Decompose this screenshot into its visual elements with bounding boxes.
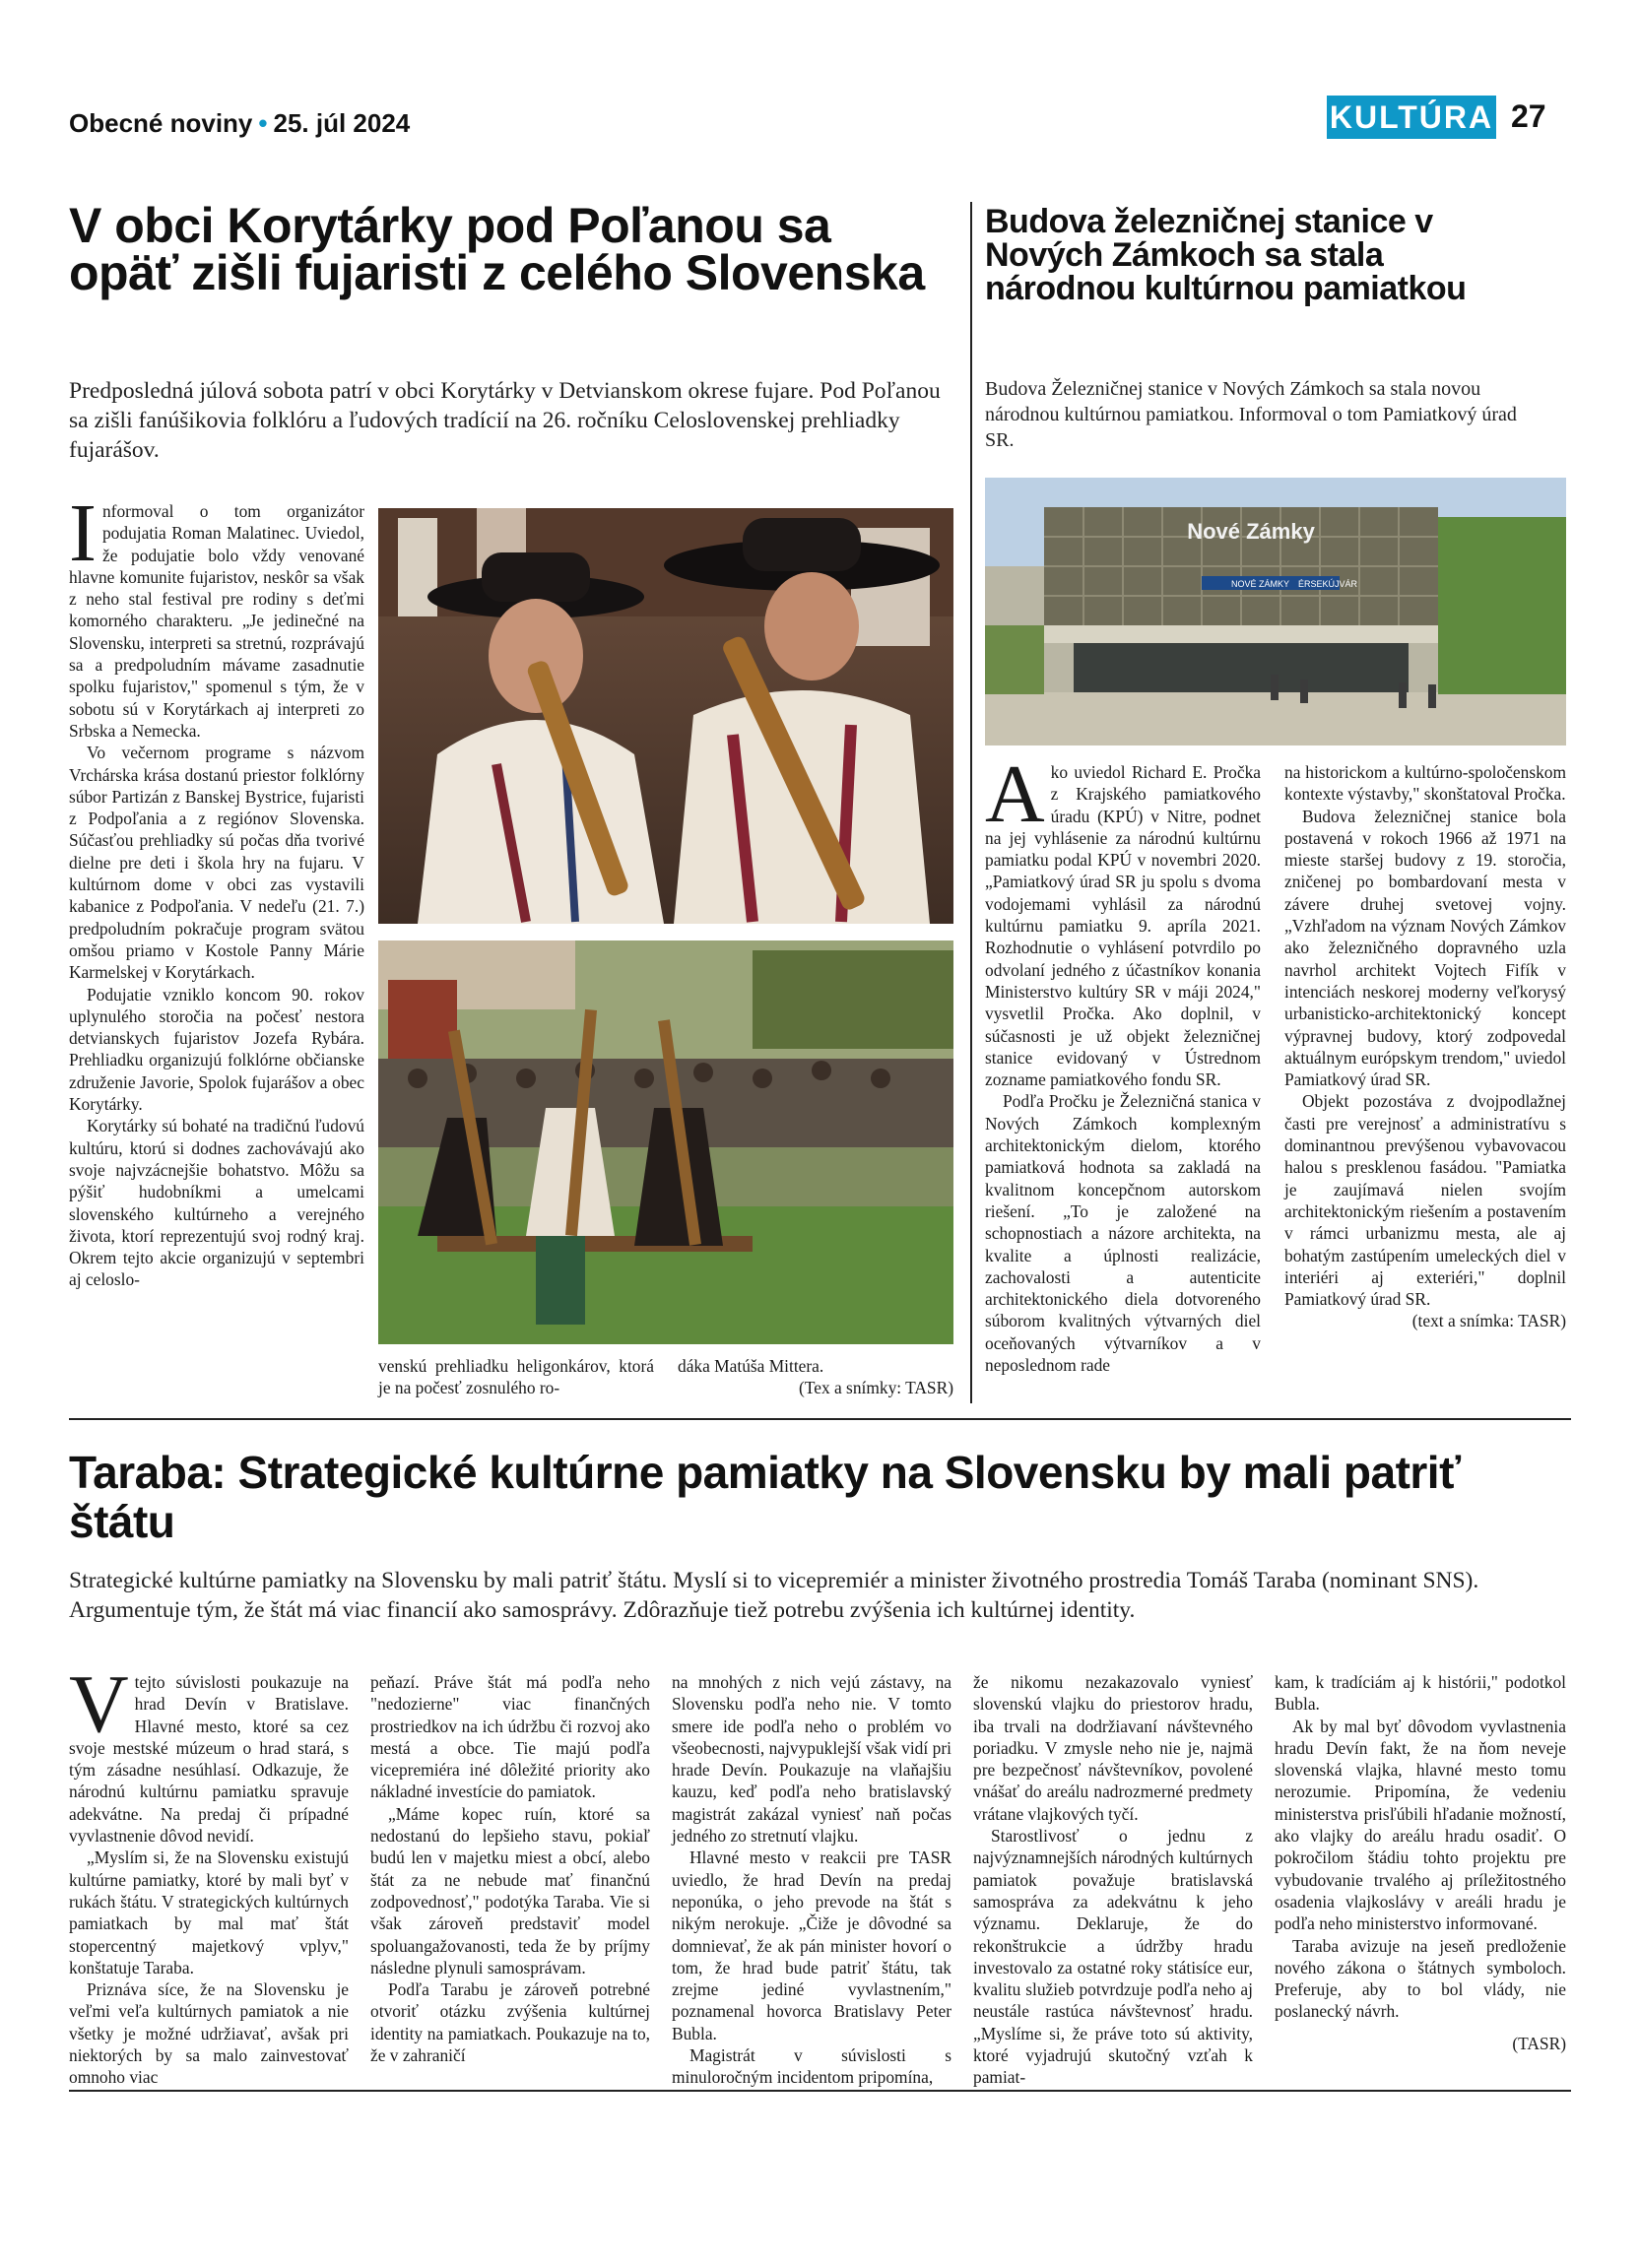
article3-headline: Taraba: Strategické kultúrne pamiatky na Slovensku by mali patriť štátu [69,1447,1461,1547]
paragraph: ko uviedol Richard E. Pročka z Krajského pamiatkového úradu (KPÚ) v Nitre, podnet na jej vyhlásenie za národnú kultúrnu pamiatku podal KPÚ v novembri 2020. „Pamiatkový úrad SR ju spolu s dvoma vodojemami vyhlásil za národnú kultúrnu pamiatku 9. apríla 2021. Rozhodnutie o vyhlásení potvrdilo po odvolaní jedného z účastníkov konania Ministerstvo kultúry SR v máji 2024," vysvetlil Pročka. Ako doplnil, v súčasnosti je už objekt železničnej stanice evidovaný v Ústrednom zozname pamiatkového fondu SR. [985,762,1261,1090]
station-sign: Nové Zámky [1187,519,1315,544]
paragraph: nformoval o tom organizátor podujatia Roman Malatinec. Uviedol, že podujatie bolo vždy venované hlavne komunite fujaristov, neskôr sa však z neho stal festival pre rodiny s deťmi komorného charakteru. „Je jedinečné na Slovensku, interpreti sa stretnú, rozprávajú sa a predpoludním mávame zasadnutie spolku fujaristov," spomenul s tým, že v sobotu sú v Korytárkach aj interpreti zo Srbska a Nemecka. [69,501,364,741]
article3-column-1 [69,1658,349,2089]
dropcap: I [69,487,97,579]
paragraph: Korytárky sú bohaté na tradičnú ľudovú kultúru, ktorú si dodnes zachovávajú ako svoje najvzácnejšie bohatstvo. Môžu sa pýšiť hudobníkmi a umelcami slovenského kultúrneho a verejného života, ktorí reprezentujú svoj rodný kraj. Okrem tejto akcie organizujú v septembri aj celoslo- [69,1116,364,1290]
paragraph: Podľa Tarabu je zároveň potrebné otvoriť otázku zvýšenia kultúrnej identity na pamiatkach. Poukazuje na to, že v zahraničí [370,1979,650,2066]
paragraph: na mnohých z nich vejú zástavy, na Slovensku podľa neho nie. V tomto smere ide podľa neho o problém vo všeobecnosti, najvypuklejší však vidí pri hrade Devín. Poukazuje na vlaňajšiu kauzu, keď podľa neho bratislavský magistrát zakázal vyniesť naň počas jedného zo stretnutí vlajku. [672,1672,951,1847]
section-label: KULTÚRA [1327,96,1496,139]
paragraph: tejto súvislosti poukazuje na hrad Devín v Bratislave. Hlavné mesto, ktoré sa cez svoje mestské múzeum o hrad stará, s tým zásadne nesúhlasí. Odkazuje, že národnú kultúrnu pamiatku spravuje adekvátne. Na predaj či prípadné vyvlastnenie dôvod nevidí. [69,1672,349,1847]
railway-station-photo [985,478,1566,745]
article2-column-1 [985,748,1261,1376]
paragraph: Ak by mal byť dôvodom vyvlastnenia hradu Devín fakt, že na ňom neveje slovenská vlajka, hlavné mesto tomu nerozumie. Pripomína, že vedeniu ministerstva prisľúbili hľadanie možností, ako vlajky do areálu hradu osadiť. O pokročilom štádiu tohto projektu pre vybudovanie trvalého aj príležitostného osadenia vlajkoslávy v areáli hradu je podľa neho ministerstvo informované. [1275,1716,1566,1934]
article1-column-2 [378,1355,654,1399]
photo-credit: (Tex a snímky: TASR) [799,1378,953,1398]
article2-lead: Budova Železničnej stanice v Nových Zámkoch sa stala novou národnou kultúrnou pamiatkou. Informoval o tom Pamiatkový úrad SR. [985,378,1517,451]
paragraph: dáka Matúša Mittera. [678,1356,824,1376]
dropcap: V [69,1658,129,1750]
paragraph: „Myslím si, že na Slovensku existujú kultúrne pamiatky, ktoré by mali byť v rukách štátu. V strategických kultúrnych pamiatkach by mal mať štát stopercentný majetkový vplyv," konštatuje Taraba. [69,1847,349,1977]
page-number: 27 [1511,98,1546,134]
article1-column-3 [678,1355,953,1399]
photo-credit: (text a snímka: TASR) [1411,1311,1566,1331]
article3-column-5 [1275,1671,1566,2054]
paragraph: Hlavné mesto v reakcii pre TASR uviedlo, že hrad Devín na predaj neponúka, o jeho prevode na štát s nikým nerokuje. „Čiže je dôvodné sa domnievať, že ak pán minister hovorí o tom, že hrad bude patriť štátu, tak zrejme jediné vyvlastnením," poznamenal hovorca Bratislavy Peter Bubla. [672,1847,951,2043]
article3-lead: Strategické kultúrne pamiatky na Slovensku by mali patriť štátu. Myslí si to vicepremiér a minister životného prostredia Tomáš Taraba (nominant SNS). Argumentuje tým, že štát má viac financií ako samosprávy. Zdôrazňuje tiež potrebu zvýšenia ich kultúrnej identity. [69,1568,1479,1623]
paragraph: „Máme kopec ruín, ktoré sa nedostanú do lepšieho stavu, pokiaľ budú len v majetku miest a obcí, alebo štát za ne nebude mať finančnú zodpovednosť," podotýka Taraba. Vie si však zároveň predstaviť model spoluangažovanosti, teda že by príjmy následne plynuli samosprávam. [370,1803,650,1977]
article2-column-2 [1284,761,1566,1332]
paragraph: Podľa Pročku je Železničná stanica v Nových Zámkoch komplexným architektonickým dielom, ktorého pamiatková hodnota sa zakladá na kvalitnom koncepčnom autorskom riešení. „To je založené na schopnostiach a názore architekta, na kvalite a úplnosti realizácie, zachovalosti a autenticite architektonického diela dotvoreného súborom kvalitných výtvarných diel oceňovaných výtvarníkov a v neposlednom rade [985,1091,1261,1376]
separator-dot: • [258,108,268,138]
paragraph: venskú prehliadku heligonkárov, ktorá je na počesť zosnulého ro- [378,1356,654,1398]
paragraph: Starostlivosť o jednu z najvýznamnejších národných kultúrnych pamiatok považuje bratislavská samospráva za adekvátnu k jeho významu. Deklaruje, že do rekonštrukcie a údržby hradu investovalo za ostatné roky státisíce eur, kvalitu služieb potvrdzuje podľa neho aj neustále rastúca návštevnosť hradu. „Myslíme si, že práve toto sú aktivity, ktoré vyjadrujú skutočný vzťah k pamiat- [973,1826,1253,2088]
article2-headline: Budova železničnej stanice v Nových Zámkoch sa stala národnou kultúrnou pamiatkou [985,203,1467,307]
article3-column-4 [973,1671,1253,2089]
bottom-rule [69,2090,1571,2092]
agency-credit: (TASR) [1512,2033,1566,2053]
paragraph: Objekt pozostáva z dvojpodlažnej časti pre verejnosť a administratívu s dominantnou prevýšenou vybavovacou halou s presklenou fasádou. "Pamiatka je zaujímavá nielen svojím architektonickým riešením a postavením v rámci urbanizmu mesta, ale aj bohatým zastúpením umeleckých diel v interiéri aj exteriéri," doplnil Pamiatkový úrad SR. [1284,1091,1566,1310]
paragraph: Magistrát v súvislosti s minuloročným incidentom pripomína, [672,2045,951,2088]
station-sign-hungarian: ÉRSEKÚJVÁR [1298,579,1358,589]
issue-date: 25. júl 2024 [273,108,411,138]
article1-column-1 [69,487,364,1387]
masthead [69,108,410,139]
paragraph: na historickom a kultúrno-spoločenskom kontexte výstavby," skonštatoval Pročka. [1284,762,1566,805]
paragraph: Vo večernom programe s názvom Vrchárska krása dostanú priestor folklórny súbor Partizán z Banskej Bystrice, fujaristi z Podpoľania a z regiónov Slovenska. Súčasťou prehliadky sú počas dňa tvorivé dielne pre deti i škola hry na fujaru. V kultúrnom dome v obci zas vystavili kabanice z Podpoľania. V nedeľu (21. 7.) predpoludním pokračuje program svätou omšou priamo v Kostole Panny Márie Karmelskej v Korytárkach. [69,743,364,983]
paragraph: Taraba avizuje na jeseň predloženie nového zákona o štátnych symboloch. Preferuje, aby to bol vlády, nie poslanecký návrh. [1275,1935,1566,2022]
paragraph: Priznáva síce, že na Slovensku je veľmi veľa kultúrnych pamiatok a nie všetky je možné udržiavať, avšak pri niektorých by sa malo zainvestovať omnoho viac [69,1979,349,2088]
paragraph: Podujatie vzniklo koncom 90. rokov uplynulého storočia na počesť nestora detvianskych fujaristov Jozefa Rybára. Prehliadku organizujú folklórne občianske združenie Javorie, Spolok fujarášov a obec Korytárky. [69,984,364,1115]
publication-name: Obecné noviny [69,108,253,138]
section-divider [69,1418,1571,1420]
column-divider [970,202,972,1403]
article1-lead: Predposledná júlová sobota patrí v obci Korytárky v Detvianskom okrese fujare. Pod Poľanou sa zišli fanúšikovia folklóru a ľudových tradícií na 26. ročníku Celoslovenskej prehliadky fujarášov. [69,378,941,463]
paragraph: peňazí. Práve štát má podľa neho "nedozierne" viac finančných prostriedkov na ich údržbu či rozvoj ako mestá a obce. Tie majú podľa vicepremiéra iné dôležité priority ako nákladné investície do pamiatok. [370,1672,650,1802]
paragraph: kam, k tradíciám aj k histórii," podotkol Bubla. [1275,1672,1566,1715]
station-sign-secondary: NOVÉ ZÁMKY [1231,579,1290,589]
paragraph: že nikomu nezakazovalo vyniesť slovenskú vlajku do priestorov hradu, iba trvali na dodržiavaní návštevného poriadku. V zmysle neho nie je, najmä pre bezpečnosť návštevníkov, povolené vnášať do areálu nadrozmerné predmety vrátane vlajkových tyčí. [973,1672,1253,1824]
paragraph: Budova železničnej stanice bola postavená v rokoch 1966 až 1971 na mieste staršej budovy z 19. storočia, zničenej po bombardovaní mesta v závere druhej svetovej vojny. „Vzhľadom na význam Nových Zámkov ako železničného dopravného uzla navrhol architekt Vojtech Fifík v intenciách neskorej moderny veľkorysý urbanisticko-architektonický koncept výpravnej budovy, ktorý zodpovedal aktuálnym európskym trendom," uviedol Pamiatkový úrad SR. [1284,806,1566,1090]
fujara-players-photo [378,508,953,924]
article1-headline: V obci Korytárky pod Poľanou sa opäť zišli fujaristi z celého Slovenska [69,198,925,300]
article3-column-3 [672,1671,951,2089]
article3-column-2 [370,1671,650,2066]
dropcap: A [985,748,1045,840]
festival-audience-photo [378,940,953,1344]
